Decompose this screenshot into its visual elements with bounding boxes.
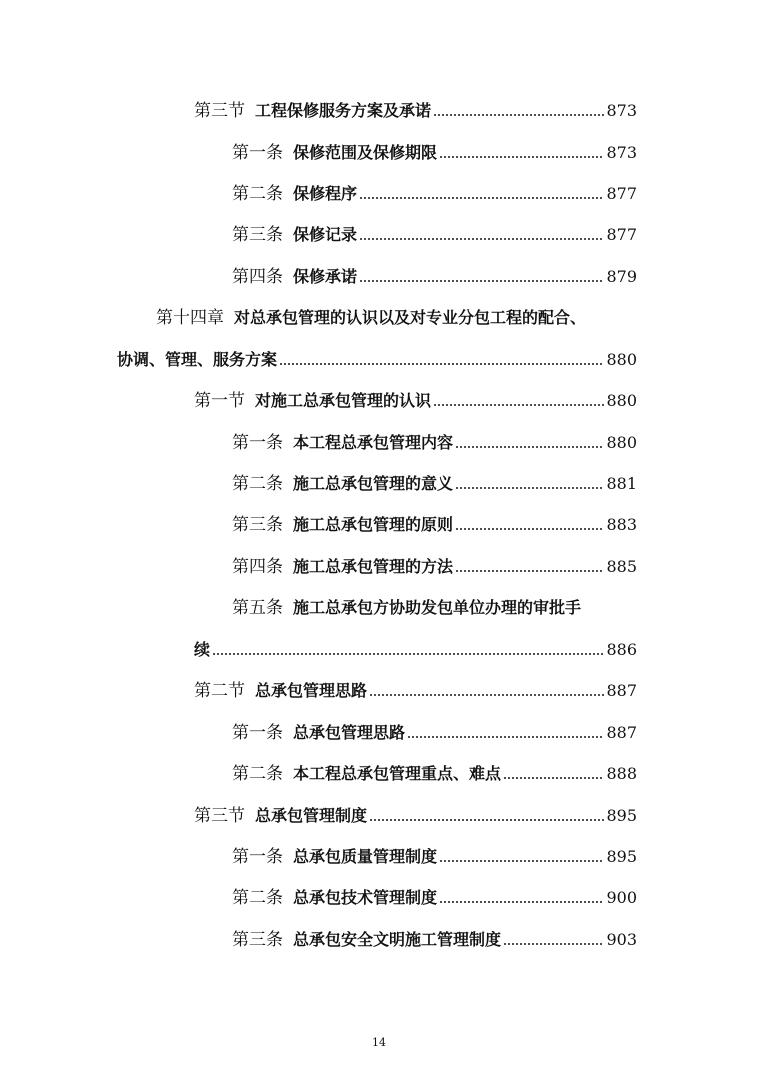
toc-entry-article[interactable]: [232, 465, 637, 495]
toc-page-number: 877: [606, 225, 637, 244]
toc-entry-article[interactable]: [232, 589, 637, 619]
toc-entry-section[interactable]: [194, 797, 637, 827]
dot-leader: [503, 776, 604, 780]
dot-leader: [455, 445, 604, 449]
toc-title: 总承包质量管理制度: [293, 847, 438, 866]
toc-label: 第一节: [194, 391, 245, 411]
toc-entry-article[interactable]: [232, 506, 637, 536]
dot-leader: [359, 196, 604, 200]
toc-title: 本工程总承包管理内容: [293, 433, 454, 452]
toc-title: 总承包管理思路: [255, 681, 368, 700]
toc-entry-chapter-continued[interactable]: [117, 341, 637, 371]
toc-page-number: 888: [606, 764, 637, 783]
toc-title: 保修承诺: [293, 267, 358, 286]
toc-page-number: 895: [606, 847, 637, 866]
dot-leader: [455, 486, 604, 490]
toc-label: 第四条: [232, 267, 283, 287]
toc-page-number: 881: [606, 474, 637, 493]
dot-leader: [369, 818, 604, 822]
toc-title: 对施工总承包管理的认识: [255, 391, 432, 410]
toc-label: 第十四章: [156, 308, 224, 328]
toc-page-number: 887: [606, 681, 637, 700]
toc-entry-article[interactable]: [232, 921, 637, 951]
toc-entry-article[interactable]: [232, 175, 637, 205]
toc-label: 第一条: [232, 433, 283, 453]
toc-entry-article[interactable]: [232, 755, 637, 785]
toc-label: 第一条: [232, 143, 283, 163]
toc-label: 第三节: [194, 806, 245, 826]
toc-entry-article-continued[interactable]: [194, 631, 637, 661]
toc-title: 保修范围及保修期限: [293, 143, 438, 162]
page-footer-number: 14: [372, 1036, 386, 1049]
toc-title: 施工总承包管理的原则: [293, 515, 454, 534]
toc-page-number: 903: [606, 930, 637, 949]
toc-title: 工程保修服务方案及承诺: [255, 101, 432, 120]
toc-entry-article[interactable]: [232, 838, 637, 868]
toc-entry-chapter[interactable]: [156, 299, 637, 329]
toc-page-number: 900: [606, 888, 637, 907]
toc-label: 第三条: [232, 930, 283, 950]
toc-label: 第二节: [194, 681, 245, 701]
toc-label: 第四条: [232, 557, 283, 577]
toc-page-number: 885: [606, 557, 637, 576]
toc-label: 第二条: [232, 474, 283, 494]
toc-page-number: 886: [606, 640, 637, 659]
dot-leader: [439, 859, 604, 863]
dot-leader: [433, 403, 604, 407]
toc-entry-article[interactable]: [232, 714, 637, 744]
toc-title: 总承包管理制度: [255, 806, 368, 825]
toc-title: 总承包技术管理制度: [293, 888, 438, 907]
toc-entry-section[interactable]: [194, 92, 637, 122]
toc-page-number: 877: [606, 184, 637, 203]
toc-title: 总承包管理思路: [293, 723, 406, 742]
dot-leader: [433, 113, 604, 117]
toc-page-number: 879: [606, 267, 637, 286]
toc-label: 第五条: [232, 598, 283, 618]
toc-label: 第三条: [232, 225, 283, 245]
toc-title: 对总承包管理的认识以及对专业分包工程的配合、: [234, 308, 587, 327]
dot-leader: [439, 900, 604, 904]
toc-label: 第二条: [232, 888, 283, 908]
toc-title: 保修程序: [293, 184, 358, 203]
toc-label: 第二条: [232, 764, 283, 784]
toc-title: 施工总承包管理的意义: [293, 474, 454, 493]
dot-leader: [439, 155, 604, 159]
toc-title: 施工总承包方协助发包单位办理的审批手: [293, 598, 582, 617]
toc-label: 第三节: [194, 101, 245, 121]
toc-entry-article[interactable]: [232, 216, 637, 246]
toc-entry-article[interactable]: [232, 258, 637, 288]
toc-label: 第一条: [232, 723, 283, 743]
toc-label: 第二条: [232, 184, 283, 204]
toc-page-number: 895: [606, 806, 637, 825]
dot-leader: [503, 942, 604, 946]
toc-title: 本工程总承包管理重点、难点: [293, 764, 502, 783]
toc-entry-article[interactable]: [232, 879, 637, 909]
toc-entry-section[interactable]: [194, 672, 637, 702]
dot-leader: [455, 527, 604, 531]
toc-page-number: 873: [606, 143, 637, 162]
toc-page-number: 880: [606, 433, 637, 452]
toc-label: 第一条: [232, 847, 283, 867]
toc-title: 总承包安全文明施工管理制度: [293, 930, 502, 949]
toc-page-number: 883: [606, 515, 637, 534]
toc-title-continued: 协调、管理、服务方案: [117, 350, 278, 369]
dot-leader: [359, 237, 604, 241]
toc-page-number: 880: [606, 391, 637, 410]
toc-entry-section[interactable]: [194, 382, 637, 412]
dot-leader: [279, 362, 604, 366]
toc-entry-article[interactable]: [232, 134, 637, 164]
toc-title: 保修记录: [293, 225, 358, 244]
toc-entry-article[interactable]: [232, 548, 637, 578]
toc-label: 第三条: [232, 515, 283, 535]
dot-leader: [455, 569, 604, 573]
dot-leader: [369, 693, 604, 697]
dot-leader: [407, 735, 604, 739]
dot-leader: [359, 279, 604, 283]
toc-page-number: 880: [606, 350, 637, 369]
toc-page-number: 873: [606, 101, 637, 120]
toc-entry-article[interactable]: [232, 424, 637, 454]
toc-page-number: 887: [606, 723, 637, 742]
dot-leader: [212, 652, 604, 656]
toc-title: 施工总承包管理的方法: [293, 557, 454, 576]
toc-title-continued: 续: [194, 640, 211, 659]
